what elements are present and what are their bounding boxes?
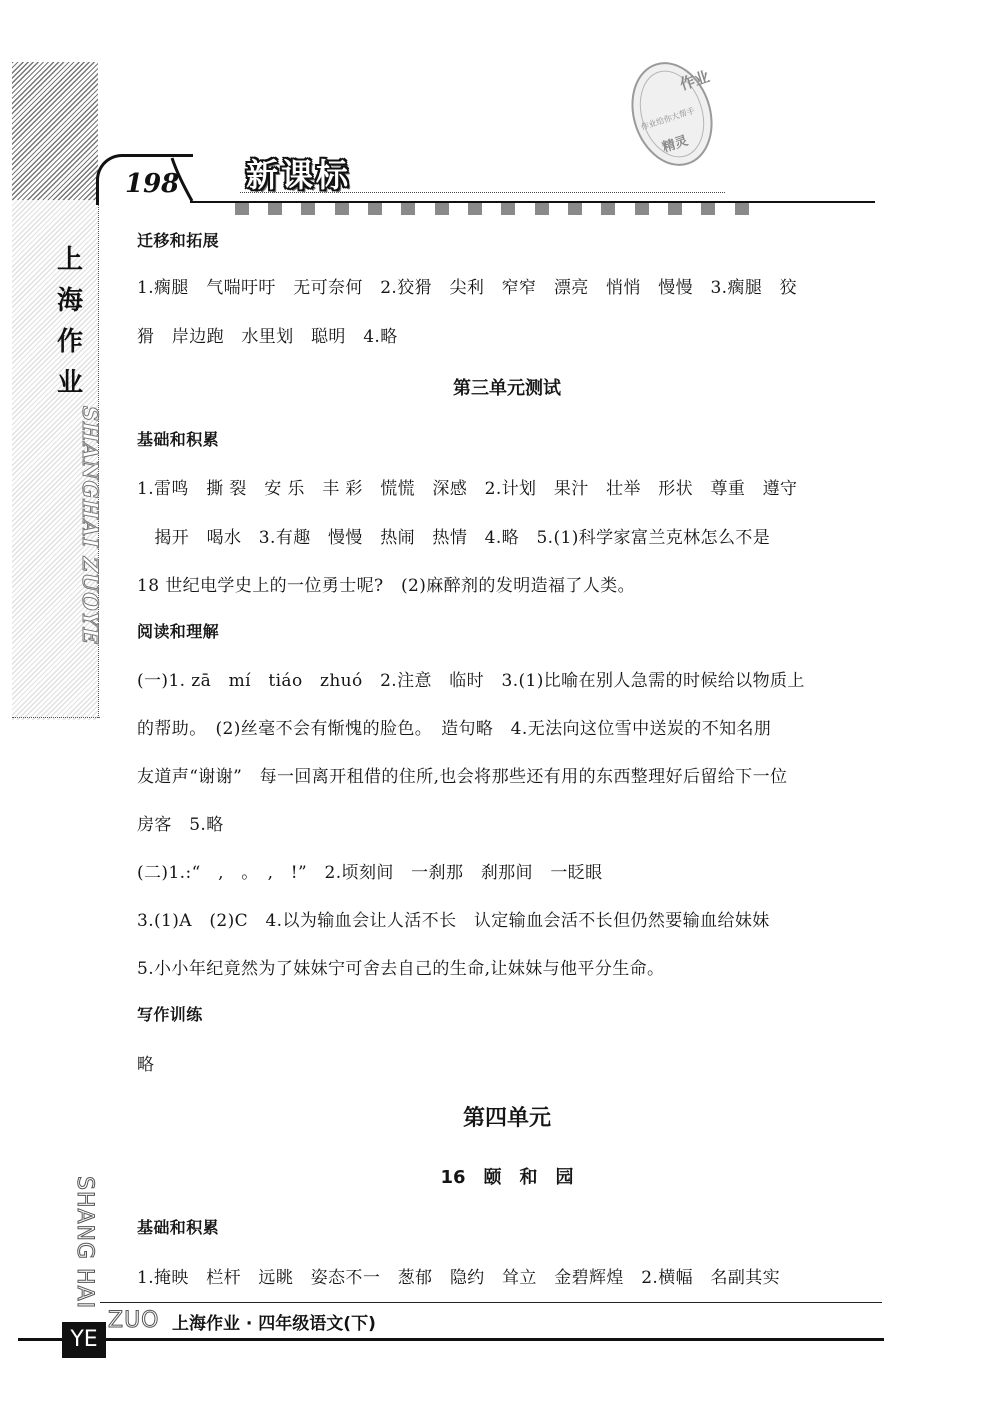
lesson-heading: 16 颐 和 园	[440, 1167, 574, 1188]
stamp-middle-text: 作业给你大帮手	[639, 106, 696, 132]
answer-line: 友道声“谢谢” 每一回离开租借的住所,也会将那些还有用的东西整理好后留给下一位	[137, 767, 788, 787]
stamp-logo	[628, 54, 716, 174]
answer-line: 5.小小年纪竟然为了妹妹宁可舍去自己的生命,让妹妹与他平分生命。	[137, 959, 665, 979]
stamp-top-text: 作业	[677, 67, 712, 94]
answer-line: 揭开 喝水 3.有趣 慢慢 热闹 热情 4.略 5.(1)科学家富兰克林怎么不是	[137, 528, 771, 548]
page-number: 198	[125, 169, 180, 199]
header-curve	[170, 156, 230, 206]
section-label: 写作训练	[137, 1005, 203, 1024]
answer-line: 1.雷鸣 撕 裂 安 乐 丰 彩 慌慌 深感 2.计划 果汁 壮举 形状 尊重 遵守	[137, 479, 798, 499]
answer-line: 的帮助。 (2)丝毫不会有惭愧的脸色。 造句略 4.无法向这位雪中送炭的不知名朋	[137, 719, 772, 739]
footer-thick-rule	[18, 1338, 884, 1341]
header-squares	[235, 203, 755, 215]
dotted-divider-bottom	[12, 717, 100, 718]
answer-line: 猾 岸边跑 水里划 聪明 4.略	[137, 327, 398, 347]
answer-line: 1.瘸腿 气喘吁吁 无可奈何 2.狡猾 尖利 窄窄 漂亮 悄悄 慢慢 3.瘸腿 狡	[137, 278, 798, 298]
section-label: 迁移和拓展	[137, 231, 220, 250]
stamp-bottom-text: 精灵	[660, 133, 690, 156]
side-title	[50, 240, 90, 404]
answer-line: 略	[137, 1055, 155, 1075]
brand-title: 新课标	[246, 156, 352, 194]
side-title-char: 海	[56, 286, 83, 316]
answer-line: 3.(1)A (2)C 4.以为输血会让人活不长 认定输血会活不长但仍然要输血给妹妹	[137, 911, 770, 931]
section-label: 基础和积累	[137, 1218, 220, 1237]
answer-line: 房客 5.略	[137, 815, 224, 835]
section-label: 基础和积累	[137, 430, 220, 449]
footer-zuo: ZUO	[108, 1308, 160, 1333]
footer-badge: YE	[62, 1322, 106, 1358]
side-english-title: SHANGHAI ZUOYE	[78, 406, 103, 645]
unit-heading: 第四单元	[462, 1106, 551, 1131]
side-title-char: 业	[56, 368, 83, 398]
hatch-pattern	[12, 62, 98, 200]
unit-test-heading: 第三单元测试	[453, 378, 561, 399]
answer-line: (一)1. zā mí tiáo zhuó 2.注意 临时 3.(1)比喻在别人急需的时候给以物质上	[137, 671, 805, 691]
answer-line: 18 世纪电学史上的一位勇士呢? (2)麻醉剂的发明造福了人类。	[137, 576, 636, 596]
side-title-char: 作	[56, 327, 83, 357]
side-english-bottom: SHANG HAI	[72, 1176, 97, 1310]
section-label: 阅读和理解	[137, 622, 220, 641]
footer-book-title: 上海作业 · 四年级语文(下)	[172, 1314, 376, 1334]
answer-line: 1.掩映 栏杆 远眺 姿态不一 葱郁 隐约 耸立 金碧辉煌 2.横幅 名副其实	[137, 1268, 781, 1288]
footer-rule	[100, 1302, 882, 1303]
side-title-char: 上	[56, 245, 83, 275]
answer-line: (二)1.:“ , 。 , !” 2.顷刻间 一刹那 刹那间 一眨眼	[137, 863, 603, 883]
